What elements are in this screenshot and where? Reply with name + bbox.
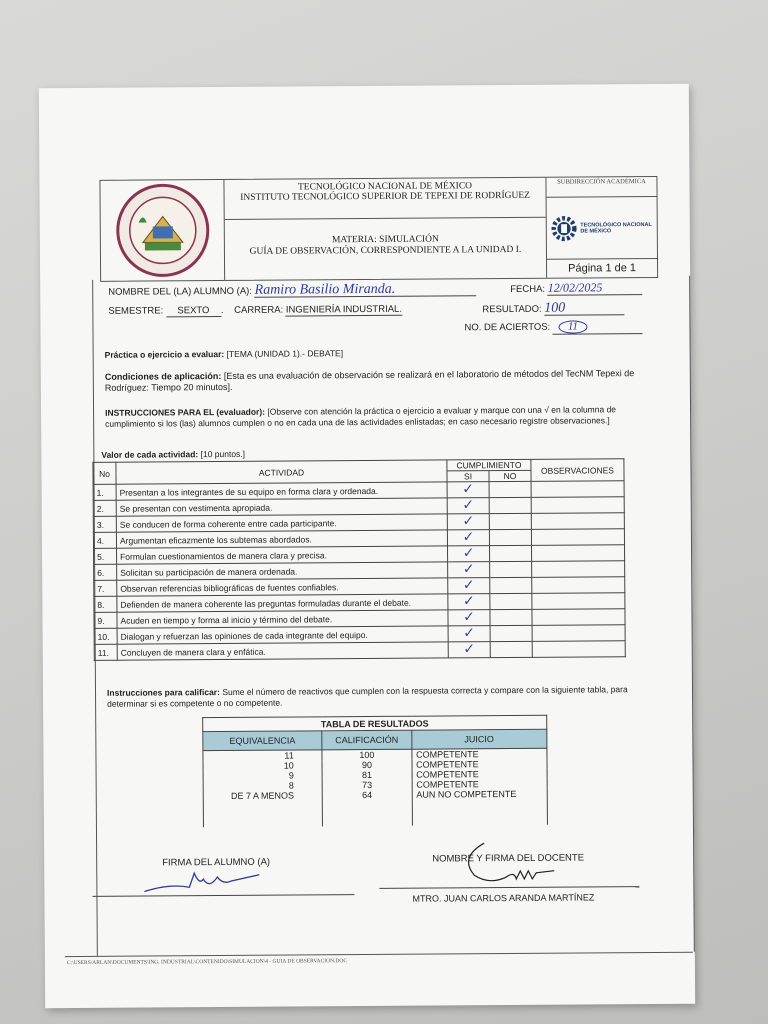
date-label: FECHA:	[510, 283, 546, 295]
judgment-cell: COMPETENTE	[412, 769, 547, 780]
equivalence-cell: DE 7 A MENOS	[203, 790, 322, 827]
student-name-value: Ramiro Basilio Miranda.	[254, 281, 396, 298]
col-no: No	[93, 462, 116, 484]
row-activity: Formulan cuestionamientos de manera clara y precisa.	[117, 546, 448, 564]
row-number: 4.	[93, 532, 116, 548]
judgment-cell: AUN NO COMPETENTE	[412, 789, 548, 826]
equivalence-cell: 11	[203, 750, 322, 761]
row-activity: Presentan a los integrantes de su equipo en forma clara y ordenada.	[116, 482, 447, 500]
row-number: 3.	[93, 516, 116, 532]
row-activity: Se conducen de forma coherente entre cada participante.	[116, 514, 447, 532]
row-number: 6.	[94, 564, 117, 580]
instructions-label: INSTRUCCIONES PARA EL (evaluador):	[105, 406, 266, 418]
row-activity: Concluyen de manera clara y enfática.	[117, 642, 448, 660]
instructions-value: [Observe con atención la práctica o ejercicio a evaluar y marque con una √ en la columna de cumplimiento si los (las) alumnos cumplen o no en cada una de las actividades enlistadas; en caso necesario registre observaciones.]	[105, 404, 617, 429]
document-header	[99, 176, 658, 282]
conditions-value: [Esta es una evaluación de observación se realizará en el laboratorio de métodos del TecNM Tepexi de Rodríguez: Tiempo 20 minutos].	[104, 368, 635, 393]
check-mark-icon: ✓	[463, 625, 476, 641]
col-equivalence: EQUIVALENCIA	[203, 731, 322, 751]
row-activity: Se presentan con vestimenta apropiada.	[116, 498, 447, 516]
row-activity: Defienden de manera coherente las preguntas formuladas durante el debate.	[117, 594, 448, 612]
row-number: 10.	[94, 628, 117, 644]
grade-cell: 90	[322, 760, 411, 771]
col-compliance: CUMPLIMIENTO	[447, 459, 531, 471]
result-label: RESULTADO:	[482, 303, 542, 316]
row-number: 8.	[94, 596, 117, 612]
tecnm-logo	[547, 197, 657, 259]
col-si: SI	[447, 471, 489, 482]
col-observations: OBSERVACIONES	[531, 459, 624, 482]
date-value: 12/02/2025	[547, 280, 603, 295]
equivalence-cell: 9	[203, 770, 322, 781]
col-grade: CALIFICACIÓN	[322, 730, 412, 750]
row-activity: Argumentan eficazmente los subtemas abordados.	[116, 530, 447, 548]
teacher-signature-label: NOMBRE Y FIRMA DEL DOCENTE	[432, 852, 585, 865]
institution-name: TECNOLÓGICO NACIONAL DE MÉXICO	[297, 181, 473, 193]
equivalence-cell: 10	[203, 760, 322, 771]
seal-icon	[112, 182, 213, 279]
practice-value: [TEMA (UNIDAD 1).- DEBATE]	[226, 348, 344, 359]
col-activity: ACTIVIDAD	[116, 460, 447, 484]
check-mark-icon: ✓	[462, 545, 475, 561]
row-number: 5.	[94, 548, 117, 564]
semester-row: SEMESTRE: SEXTO . CARRERA: INGENIERÍA INDUSTRIAL.	[108, 303, 403, 317]
grading-value: Sume el número de reactivos que cumplen con la respuesta correcta y compare con la siguiente tabla, para determinar si es competente o no competente.	[107, 684, 628, 709]
semester-label: SEMESTRE:	[108, 305, 164, 317]
semester-value: SEXTO	[166, 305, 221, 317]
row-activity: Dialogan y refuerzan las opiniones de cada integrante del equipo.	[117, 626, 448, 644]
institute-name: INSTITUTO TECNOLÓGICO SUPERIOR DE TEPEXI DE RODRÍGUEZ	[240, 190, 530, 203]
row-activity: Solicitan su participación de manera ordenada.	[117, 562, 448, 580]
check-mark-icon: ✓	[462, 593, 475, 609]
student-signature-label: FIRMA DEL ALUMNO (A)	[162, 856, 271, 869]
results-title: TABLA DE RESULTADOS	[203, 715, 547, 731]
row-number: 2.	[93, 500, 116, 516]
grading-label: Instrucciones para calificar:	[106, 687, 220, 698]
check-mark-icon: ✓	[462, 561, 475, 577]
value-value: [10 puntos.]	[200, 448, 246, 460]
equivalence-cell: 8	[203, 780, 322, 791]
col-judgment: JUICIO	[411, 729, 547, 749]
footer-path: C:\USERS\ARLAN\DOCUMENTS\ING. INDUSTRIAL\CONTENIDO\SIMULACION\4 - GUIA DE OBSERVACION.DOC	[66, 958, 348, 967]
col-no-compliance: NO	[489, 470, 531, 481]
institute-seal	[100, 180, 225, 281]
guide-title: GUÍA DE OBSERVACIÓN, CORRESPONDIENTE A LA UNIDAD I.	[249, 244, 522, 257]
row-number: 7.	[94, 580, 117, 596]
check-mark-icon: ✓	[462, 513, 475, 529]
page-indicator: Página 1 de 1	[547, 258, 657, 278]
row-number: 11.	[94, 644, 117, 660]
check-mark-icon: ✓	[463, 641, 476, 657]
grade-cell: 81	[322, 770, 411, 781]
check-mark-icon: ✓	[462, 529, 475, 545]
document-page	[39, 84, 695, 1009]
subject-title: MATERIA: SIMULACIÓN	[331, 234, 439, 246]
judgment-cell: COMPETENTE	[412, 748, 547, 759]
teacher-name: MTRO. JUAN CARLOS ARANDA MARTÍNEZ	[412, 892, 595, 904]
check-mark-icon: ✓	[463, 609, 475, 625]
career-value: INGENIERÍA INDUSTRIAL.	[285, 303, 403, 316]
check-mark-icon: ✓	[462, 497, 475, 513]
judgment-cell: COMPETENTE	[412, 779, 547, 790]
value-label: Valor de cada actividad:	[101, 449, 199, 460]
row-number: 9.	[94, 612, 117, 628]
subdireccion-label: SUBDIRECCIÓN ACADÉMICA	[546, 177, 656, 198]
practice-label: Práctica o ejercicio a evaluar:	[104, 348, 225, 360]
row-activity: Observan referencias bibliográficas de fuentes confiables.	[117, 578, 448, 596]
row-activity: Acuden en tiempo y forma al inicio y término del debate.	[117, 610, 448, 628]
tecnm-logo-text: TECNOLÓGICO NACIONAL DE MÉXICO	[580, 221, 652, 235]
check-mark-icon: ✓	[462, 481, 475, 497]
conditions-label: Condiciones de aplicación:	[104, 371, 222, 382]
hits-label: NO. DE ACIERTOS:	[464, 321, 551, 334]
row-number: 1.	[93, 484, 116, 500]
grade-cell: 100	[322, 749, 411, 760]
check-mark-icon: ✓	[462, 577, 475, 593]
judgment-cell: COMPETENTE	[412, 759, 547, 770]
grade-cell: 73	[322, 780, 411, 791]
content-border	[92, 276, 695, 956]
grade-cell: 64	[322, 790, 412, 827]
gear-icon	[551, 210, 578, 246]
result-value: 100	[544, 300, 566, 316]
student-name-label: NOMBRE DEL (LA) ALUMNO (A):	[108, 285, 253, 298]
career-label: CARRERA:	[234, 304, 284, 316]
hits-value: 11	[559, 320, 587, 333]
